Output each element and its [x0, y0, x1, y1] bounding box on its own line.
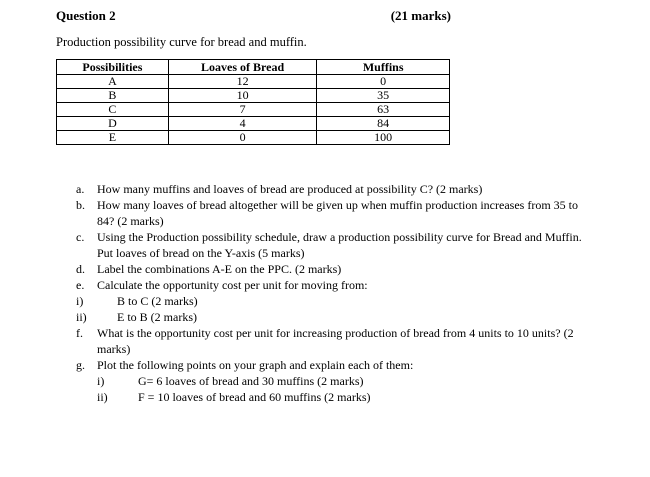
question-item-a — [76, 181, 596, 197]
cell-bread: 7 — [168, 103, 317, 117]
table-row — [57, 75, 450, 89]
sub-item-text: F = 10 loaves of bread and 60 muffins (2 marks) — [138, 390, 371, 404]
cell-muffins: 35 — [317, 89, 450, 103]
cell-muffins: 100 — [317, 131, 450, 145]
cell-muffins: 0 — [317, 75, 450, 89]
item-label: a. — [76, 182, 85, 196]
item-label: b. — [76, 198, 85, 212]
table-row — [57, 89, 450, 103]
cell-possibility: A — [57, 75, 169, 89]
item-text: Plot the following points on your graph and explain each of them: — [97, 358, 414, 372]
sub-item-g-ii — [76, 389, 596, 405]
question-title: Question 2 — [56, 8, 116, 23]
table-header-row — [57, 60, 450, 75]
question-marks: (21 marks) — [390, 8, 451, 23]
item-text: Using the Production possibility schedule, draw a production possibility curve for Bread and Muffin. Put loaves of bread on the Y-axis (5 marks) — [97, 230, 582, 260]
item-label: d. — [76, 262, 85, 276]
item-label: c. — [76, 230, 85, 244]
item-text: How many loaves of bread altogether will be given up when muffin production increases from 35 to 84? (2 marks) — [97, 198, 578, 228]
cell-possibility: D — [57, 117, 169, 131]
sub-item-g-i — [76, 373, 596, 389]
item-text: Label the combinations A-E on the PPC. (2 marks) — [97, 262, 342, 276]
production-possibility-table — [56, 59, 450, 145]
table-row — [57, 131, 450, 145]
cell-possibility: C — [57, 103, 169, 117]
table-caption: Production possibility curve for bread and muffin. — [56, 35, 307, 49]
header-loaves-of-bread: Loaves of Bread — [168, 60, 317, 75]
sub-item-label: ii) — [97, 390, 108, 404]
item-label: g. — [76, 358, 85, 372]
question-item-f — [76, 325, 596, 357]
question-item-c — [76, 229, 596, 261]
cell-bread: 4 — [168, 117, 317, 131]
question-item-g — [76, 357, 596, 373]
question-item-e — [76, 277, 596, 293]
sub-item-text: G= 6 loaves of bread and 30 muffins (2 marks) — [138, 374, 364, 388]
item-label: f. — [76, 326, 83, 340]
sub-item-text: B to C (2 marks) — [117, 294, 198, 308]
item-text: Calculate the opportunity cost per unit for moving from: — [97, 278, 368, 292]
sub-item-text: E to B (2 marks) — [117, 310, 197, 324]
cell-possibility: E — [57, 131, 169, 145]
cell-muffins: 84 — [317, 117, 450, 131]
sub-item-e-i — [76, 293, 596, 309]
table-row — [57, 117, 450, 131]
cell-muffins: 63 — [317, 103, 450, 117]
sub-item-label: ii) — [76, 310, 87, 324]
question-list — [76, 181, 596, 405]
item-text: How many muffins and loaves of bread are produced at possibility C? (2 marks) — [97, 182, 483, 196]
question-header — [56, 8, 451, 26]
sub-item-label: i) — [97, 374, 105, 388]
sub-item-e-ii — [76, 309, 596, 325]
cell-bread: 0 — [168, 131, 317, 145]
question-item-b — [76, 197, 596, 229]
item-label: e. — [76, 278, 85, 292]
question-item-d — [76, 261, 596, 277]
header-muffins: Muffins — [317, 60, 450, 75]
cell-bread: 10 — [168, 89, 317, 103]
header-possibilities: Possibilities — [57, 60, 169, 75]
cell-possibility: B — [57, 89, 169, 103]
sub-item-label: i) — [76, 294, 84, 308]
cell-bread: 12 — [168, 75, 317, 89]
item-text: What is the opportunity cost per unit for increasing production of bread from 4 units to 10 units? (2 marks) — [97, 326, 574, 356]
table-row — [57, 103, 450, 117]
